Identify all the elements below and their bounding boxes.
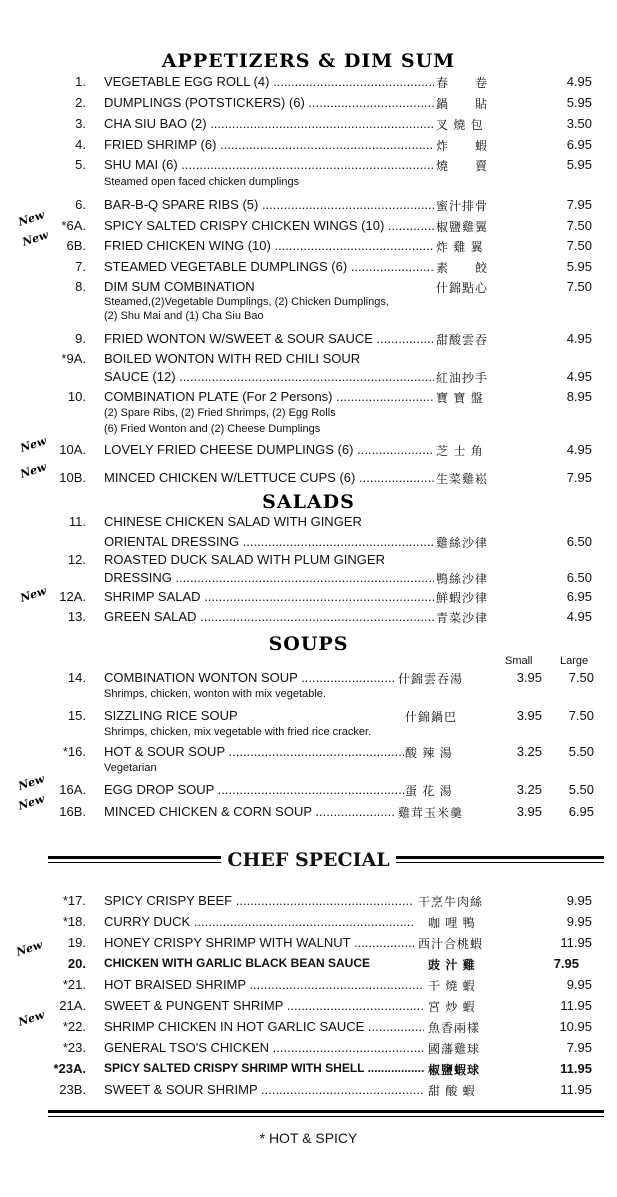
item-price: 6.95 bbox=[566, 137, 592, 152]
item-chinese: 咖 哩 鴨 bbox=[428, 916, 476, 930]
new-badge: New bbox=[16, 792, 46, 813]
item-price: 5.95 bbox=[566, 259, 592, 274]
item-price: 4.95 bbox=[566, 74, 592, 89]
item-chinese: 炸 蝦 bbox=[436, 139, 489, 153]
item-name: GREEN SALAD ..... bbox=[104, 609, 434, 624]
menu-item bbox=[0, 552, 617, 572]
item-price-small: 3.25 bbox=[516, 782, 542, 797]
item-number: 15. bbox=[67, 708, 86, 723]
item-name: FRIED CHICKEN WING (10) ..... bbox=[104, 238, 434, 253]
item-name: GENERAL TSO'S CHICKEN ..... bbox=[104, 1040, 424, 1055]
item-chinese: 寶 寶 盤 bbox=[436, 391, 484, 405]
item-name-cont: DRESSING ..... bbox=[104, 570, 434, 585]
item-chinese: 芝 士 角 bbox=[436, 444, 484, 458]
menu-item bbox=[0, 744, 617, 764]
menu-item bbox=[0, 1019, 617, 1039]
item-price: 10.95 bbox=[559, 1019, 592, 1034]
salads-heading: SALADS bbox=[262, 491, 355, 513]
menu-item bbox=[0, 470, 617, 490]
chef-special-heading bbox=[0, 849, 617, 871]
item-number: 11. bbox=[68, 514, 86, 529]
menu-item bbox=[0, 1082, 617, 1102]
menu-item bbox=[0, 977, 617, 997]
item-number: 7. bbox=[75, 259, 86, 274]
item-name: BAR-B-Q SPARE RIBS (5) ..... bbox=[104, 197, 434, 212]
item-name: DIM SUM COMBINATION bbox=[104, 279, 255, 294]
item-price-small: 3.95 bbox=[516, 708, 542, 723]
item-price: 7.95 bbox=[566, 197, 592, 212]
item-note: (2) Shu Mai and (1) Cha Siu Bao bbox=[104, 310, 264, 322]
item-number: 4. bbox=[75, 137, 86, 152]
new-badge: New bbox=[18, 584, 48, 605]
new-badge: New bbox=[16, 208, 46, 229]
item-name: BOILED WONTON WITH RED CHILI SOUR bbox=[104, 351, 361, 366]
item-chinese: 鴨絲沙律 bbox=[436, 572, 489, 586]
item-number: *18. bbox=[62, 914, 86, 929]
item-chinese: 炸 雞 翼 bbox=[436, 240, 484, 254]
new-badge: New bbox=[20, 228, 50, 249]
item-chinese: 紅油抄手 bbox=[436, 371, 489, 385]
item-number: 20. bbox=[67, 956, 86, 971]
item-chinese: 素 餃 bbox=[436, 261, 489, 275]
new-badge: New bbox=[16, 772, 46, 793]
item-number: 19. bbox=[67, 935, 86, 950]
item-price-large: 6.95 bbox=[568, 804, 594, 819]
item-chinese: 鮮蝦沙律 bbox=[436, 591, 489, 605]
item-number: 10. bbox=[67, 389, 86, 404]
item-price: 7.95 bbox=[553, 956, 579, 971]
item-chinese: 雞絲沙律 bbox=[436, 536, 489, 550]
item-number: 13. bbox=[67, 609, 86, 624]
item-name: HOT BRAISED SHRIMP ..... bbox=[104, 977, 424, 992]
item-number: 10B. bbox=[59, 470, 86, 485]
item-name: VEGETABLE EGG ROLL (4) ..... bbox=[104, 74, 434, 89]
item-price: 3.50 bbox=[566, 116, 592, 131]
menu-item bbox=[0, 670, 617, 690]
item-name: HONEY CRISPY SHRIMP WITH WALNUT ..... bbox=[104, 935, 414, 950]
large-column-header: Large bbox=[560, 655, 589, 667]
item-chinese: 椒鹽蝦球 bbox=[428, 1063, 481, 1077]
item-chinese: 什錦點心 bbox=[436, 281, 489, 295]
item-chinese: 青菜沙律 bbox=[436, 611, 489, 625]
item-number: 8. bbox=[75, 279, 86, 294]
item-name: SPICY SALTED CRISPY SHRIMP WITH SHELL ..... bbox=[104, 1061, 424, 1075]
new-badge: New bbox=[14, 938, 44, 959]
item-chinese: 豉 汁 雞 bbox=[428, 958, 476, 972]
divider-rule bbox=[48, 1116, 604, 1117]
item-number: *17. bbox=[62, 893, 86, 908]
menu-item bbox=[0, 259, 617, 279]
item-chinese: 國藩雞球 bbox=[428, 1042, 481, 1056]
item-name: SIZZLING RICE SOUP bbox=[104, 708, 238, 723]
item-chinese: 甜 酸 蝦 bbox=[428, 1084, 476, 1098]
menu-item bbox=[0, 514, 617, 534]
item-chinese: 椒鹽雞翼 bbox=[436, 220, 489, 234]
item-price: 7.50 bbox=[566, 279, 592, 294]
item-name: FRIED SHRIMP (6) ..... bbox=[104, 137, 434, 152]
item-price-small: 3.95 bbox=[516, 670, 542, 685]
item-number: 6B. bbox=[66, 238, 86, 253]
item-name: HOT & SOUR SOUP ..... bbox=[104, 744, 404, 759]
menu-item bbox=[0, 1040, 617, 1060]
item-name: ROASTED DUCK SALAD WITH PLUM GINGER bbox=[104, 552, 385, 567]
menu-item-cont bbox=[0, 369, 617, 389]
item-name: COMBINATION WONTON SOUP ..... bbox=[104, 670, 394, 685]
menu-item-cont bbox=[0, 534, 617, 554]
item-number: 23B. bbox=[59, 1082, 86, 1097]
item-price: 11.95 bbox=[560, 935, 592, 950]
menu-item bbox=[0, 197, 617, 217]
item-price: 4.95 bbox=[566, 442, 592, 457]
menu-item bbox=[0, 442, 617, 462]
item-price: 7.50 bbox=[566, 238, 592, 253]
item-number: 14. bbox=[67, 670, 86, 685]
item-number: 16A. bbox=[59, 782, 86, 797]
item-chinese: 酸 辣 湯 bbox=[405, 746, 453, 760]
item-name: SPICY SALTED CRISPY CHICKEN WINGS (10) ..... bbox=[104, 218, 434, 233]
item-price: 9.95 bbox=[566, 914, 592, 929]
item-note: (2) Spare Ribs, (2) Fried Shrimps, (2) Egg Rolls bbox=[104, 407, 336, 419]
item-name-cont: ORIENTAL DRESSING ..... bbox=[104, 534, 434, 549]
item-chinese: 魚香兩樣 bbox=[428, 1021, 481, 1035]
item-price: 7.50 bbox=[566, 218, 592, 233]
item-chinese: 春 卷 bbox=[436, 76, 489, 90]
item-name: SHRIMP CHICKEN IN HOT GARLIC SAUCE ..... bbox=[104, 1019, 424, 1034]
item-number: 10A. bbox=[59, 442, 86, 457]
item-note: Steamed open faced chicken dumplings bbox=[104, 176, 300, 188]
menu-item bbox=[0, 956, 617, 976]
item-price-small: 3.25 bbox=[516, 744, 542, 759]
item-number: 16B. bbox=[59, 804, 86, 819]
item-name: STEAMED VEGETABLE DUMPLINGS (6) ..... bbox=[104, 259, 434, 274]
item-price: 7.95 bbox=[566, 470, 592, 485]
menu-item bbox=[0, 804, 617, 824]
item-name: EGG DROP SOUP ..... bbox=[104, 782, 404, 797]
menu-item bbox=[0, 914, 617, 934]
item-price: 7.95 bbox=[566, 1040, 592, 1055]
hot-spicy-legend: * HOT & SPICY bbox=[259, 1130, 358, 1146]
item-number: 3. bbox=[75, 116, 86, 131]
item-note: Vegetarian bbox=[104, 762, 157, 774]
new-badge: New bbox=[18, 460, 48, 481]
item-price-large: 5.50 bbox=[568, 744, 594, 759]
item-chinese: 西汁合桃蝦 bbox=[418, 937, 484, 951]
menu-item bbox=[0, 95, 617, 115]
item-price: 9.95 bbox=[566, 893, 592, 908]
item-price-large: 7.50 bbox=[568, 670, 594, 685]
menu-item bbox=[0, 157, 617, 177]
item-chinese: 干 燒 蝦 bbox=[428, 979, 476, 993]
item-name: MINCED CHICKEN & CORN SOUP ..... bbox=[104, 804, 394, 819]
item-number: 12. bbox=[67, 552, 86, 567]
item-chinese: 雞茸玉米羹 bbox=[398, 806, 464, 820]
item-number: 6. bbox=[75, 197, 86, 212]
item-price: 4.95 bbox=[566, 331, 592, 346]
item-price: 8.95 bbox=[566, 389, 592, 404]
item-number: *21. bbox=[62, 977, 86, 992]
item-chinese: 燒 賣 bbox=[436, 159, 489, 173]
item-number: *6A. bbox=[61, 218, 86, 233]
item-number: 12A. bbox=[59, 589, 86, 604]
item-name: CHA SIU BAO (2) ..... bbox=[104, 116, 434, 131]
item-name: SHRIMP SALAD ..... bbox=[104, 589, 434, 604]
menu-item-cont bbox=[0, 570, 617, 590]
item-chinese: 生菜雞崧 bbox=[436, 472, 489, 486]
item-price: 11.95 bbox=[560, 1061, 592, 1076]
menu-item bbox=[0, 137, 617, 157]
item-number: 9. bbox=[75, 331, 86, 346]
menu-item bbox=[0, 331, 617, 351]
item-price: 6.50 bbox=[566, 570, 592, 585]
item-number: 1. bbox=[75, 74, 86, 89]
item-number: *22. bbox=[62, 1019, 86, 1034]
item-note: Steamed,(2)Vegetable Dumplings, (2) Chicken Dumplings, bbox=[104, 296, 389, 308]
menu-item bbox=[0, 74, 617, 94]
item-name: CURRY DUCK ..... bbox=[104, 914, 414, 929]
menu-item bbox=[0, 708, 617, 728]
item-name: FRIED WONTON W/SWEET & SOUR SAUCE ..... bbox=[104, 331, 434, 346]
small-column-header: Small bbox=[505, 655, 533, 667]
soups-heading: SOUPS bbox=[268, 633, 349, 655]
item-price-small: 3.95 bbox=[516, 804, 542, 819]
item-price: 11.95 bbox=[560, 998, 592, 1013]
item-number: *23. bbox=[62, 1040, 86, 1055]
item-chinese: 宮 炒 蝦 bbox=[428, 1000, 476, 1014]
item-chinese: 蛋 花 湯 bbox=[405, 784, 453, 798]
item-price: 9.95 bbox=[566, 977, 592, 992]
item-chinese: 蜜汁排骨 bbox=[436, 199, 489, 213]
menu-item bbox=[0, 609, 617, 629]
item-name: LOVELY FRIED CHEESE DUMPLINGS (6) ..... bbox=[104, 442, 434, 457]
item-note: (6) Fried Wonton and (2) Cheese Dumplings bbox=[104, 423, 321, 435]
item-name: CHINESE CHICKEN SALAD WITH GINGER bbox=[104, 514, 362, 529]
item-note: Shrimps, chicken, wonton with mix vegetable. bbox=[104, 688, 326, 700]
item-number: *16. bbox=[62, 744, 86, 759]
item-number: 21A. bbox=[59, 998, 86, 1013]
menu-item bbox=[0, 351, 617, 371]
menu-item bbox=[0, 935, 617, 955]
item-chinese: 叉 燒 包 bbox=[436, 118, 484, 132]
item-note: Shrimps, chicken, mix vegetable with fried rice cracker. bbox=[104, 726, 372, 738]
item-price: 4.95 bbox=[566, 609, 592, 624]
item-name: DUMPLINGS (POTSTICKERS) (6) ..... bbox=[104, 95, 434, 110]
item-name: MINCED CHICKEN W/LETTUCE CUPS (6) ..... bbox=[104, 470, 434, 485]
item-number: *9A. bbox=[61, 351, 86, 366]
item-price: 4.95 bbox=[566, 369, 592, 384]
menu-item bbox=[0, 1061, 617, 1081]
item-chinese: 什錦雲吞湯 bbox=[398, 672, 464, 686]
item-name-cont: SAUCE (12) ..... bbox=[104, 369, 434, 384]
item-number: 5. bbox=[75, 157, 86, 172]
item-price: 11.95 bbox=[560, 1082, 592, 1097]
menu-item bbox=[0, 589, 617, 609]
menu-item bbox=[0, 893, 617, 913]
new-badge: New bbox=[18, 434, 48, 455]
menu-item bbox=[0, 998, 617, 1018]
appetizers-heading: APPETIZERS & DIM SUM bbox=[161, 50, 456, 72]
item-chinese: 什錦鍋巴 bbox=[405, 710, 458, 724]
item-number: *23A. bbox=[53, 1061, 86, 1076]
item-chinese: 干烹牛肉絲 bbox=[418, 895, 484, 909]
menu-item bbox=[0, 116, 617, 136]
item-price-large: 5.50 bbox=[568, 782, 594, 797]
item-price: 5.95 bbox=[566, 95, 592, 110]
item-name: COMBINATION PLATE (For 2 Persons) ..... bbox=[104, 389, 434, 404]
menu-item bbox=[0, 782, 617, 802]
menu-item bbox=[0, 238, 617, 258]
divider-rule bbox=[48, 1110, 604, 1113]
item-chinese: 甜酸雲吞 bbox=[436, 333, 489, 347]
item-chinese: 鍋 貼 bbox=[436, 97, 489, 111]
item-price-large: 7.50 bbox=[568, 708, 594, 723]
menu-item bbox=[0, 389, 617, 409]
item-name: SPICY CRISPY BEEF ..... bbox=[104, 893, 414, 908]
item-price: 6.50 bbox=[566, 534, 592, 549]
menu-item bbox=[0, 218, 617, 238]
item-name: SWEET & PUNGENT SHRIMP ..... bbox=[104, 998, 424, 1013]
item-name: SWEET & SOUR SHRIMP ..... bbox=[104, 1082, 424, 1097]
item-price: 6.95 bbox=[566, 589, 592, 604]
item-name: SHU MAI (6) ..... bbox=[104, 157, 434, 172]
item-number: 2. bbox=[75, 95, 86, 110]
item-name: CHICKEN WITH GARLIC BLACK BEAN SAUCE bbox=[104, 956, 370, 970]
item-price: 5.95 bbox=[566, 157, 592, 172]
chef-special-title: CHEF SPECIAL bbox=[221, 849, 395, 871]
new-badge: New bbox=[16, 1008, 46, 1029]
